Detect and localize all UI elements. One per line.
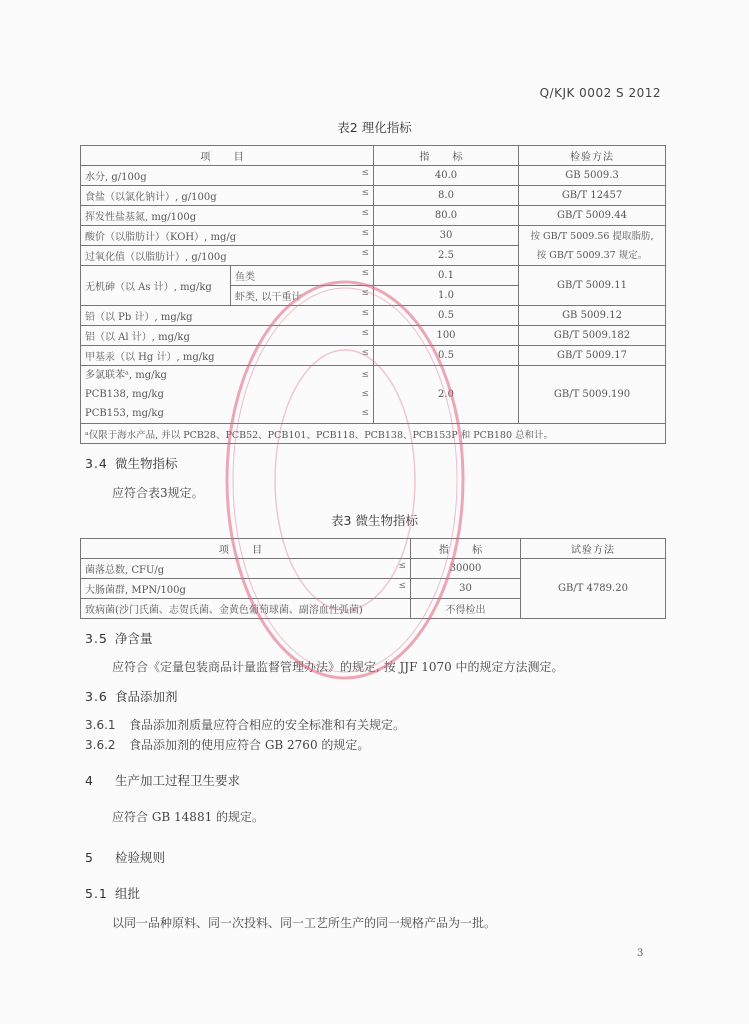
row-subitem: 虾类, 以干重计 [235,292,302,303]
section-3-6-heading: 3.6 食品添加剂 [85,689,178,704]
row-method: 按 GB/T 5009.56 提取脂肪, 按 GB/T 5009.37 规定。 [519,226,666,266]
row-item: 水分, g/100g [85,172,147,183]
table3-caption: 表3 微生物指标 [331,513,418,528]
row-value: 不得检出 [411,599,521,619]
table-header-row [81,146,666,166]
row-item: 多氯联苯ᵃ, mg/kg [85,370,167,381]
section-3-6-2: 3.6.2 食品添加剂的使用应符合 GB 2760 的规定。 [85,738,370,752]
row-item: 食盐（以氯化钠计）, g/100g [85,192,217,203]
table-row: ≤ ≤ ≤ 多氯联苯ᵃ, mg/kg PCB138, mg/kg PCB153, mg/kg 2.0 GB/T 5009.190 [81,366,666,424]
row-value: 30 [374,226,519,246]
row-value: 2.5 [374,246,519,266]
row-value: 100 [374,326,519,346]
table-row: 无机砷（以 As 计）, mg/kg 鱼类 ≤ 0.1 GB/T 5009.11 [81,266,666,286]
table-row: 铝（以 Al 计）, mg/kg ≤ 100 GB/T 5009.182 [81,326,666,346]
row-value: 30000 [411,559,521,579]
row-value: 0.1 [374,266,519,286]
row-item: 酸价（以脂肪计）（KOH）, mg/g [85,232,237,243]
row-method: GB/T 4789.20 [521,559,666,619]
row-value: 0.5 [374,346,519,366]
section-3-4-heading: 3.4 微生物指标 [85,456,178,471]
row-value: 0.5 [374,306,519,326]
table-row: 甲基汞（以 Hg 计）, mg/kg ≤ 0.5 GB/T 5009.17 [81,346,666,366]
table-header-value: 指 标 [411,539,521,559]
table-row: 酸价（以脂肪计）（KOH）, mg/g ≤ 30 按 GB/T 5009.56 提取脂肪, 按 GB/T 5009.37 规定。 [81,226,666,246]
row-item: 铅（以 Pb 计）, mg/kg [85,312,193,323]
table3 [80,538,666,619]
table-header-item: 项 目 [81,539,411,559]
table-footnote: ᵃ仅限于海水产品, 并以 PCB28、PCB52、PCB101、PCB118、PCB138、PCB153P 和 PCB180 总和计。 [81,424,666,444]
row-item: 挥发性盐基氮, mg/100g [85,212,197,223]
row-item: 铝（以 Al 计）, mg/kg [85,332,190,343]
row-method: GB/T 12457 [519,186,666,206]
table-row: 虾类, 以干重计 ≤ 1.0 [81,286,666,306]
row-item: 甲基汞（以 Hg 计）, mg/kg [85,352,215,363]
section-3-5-heading: 3.5 净含量 [85,631,153,646]
row-item: 致病菌(沙门氏菌、志贺氏菌、金黄色葡萄球菌、副溶血性弧菌) [81,599,411,619]
row-method: GB/T 5009.190 [519,366,666,424]
row-method: GB/T 5009.11 [519,266,666,306]
table-header-item: 项 目 [81,146,374,166]
standard-code: Q/KJK 0002 S 2012 [539,86,661,100]
row-item: PCB153, mg/kg [85,408,164,419]
table-row: 菌落总数, CFU/g ≤ 30000 GB/T 4789.20 [81,559,666,579]
section-4-heading: 4 生产加工过程卫生要求 [85,773,241,788]
row-value: 40.0 [374,166,519,186]
section-3-4-text: 应符合表3规定。 [112,486,204,500]
row-method: GB/T 5009.17 [519,346,666,366]
table-header-method: 试验方法 [521,539,666,559]
row-method: GB/T 5009.44 [519,206,666,226]
section-3-6-1: 3.6.1 食品添加剂质量应符合相应的安全标准和有关规定。 [85,718,406,732]
row-value: 30 [411,579,521,599]
table-row: 大肠菌群, MPN/100g ≤ 30 [81,579,666,599]
table-header-value: 指 标 [374,146,519,166]
row-item: 大肠菌群, MPN/100g [85,585,186,596]
section-5-1-heading: 5.1 组批 [85,886,141,901]
table-row: 水分, g/100g ≤ 40.0 GB 5009.3 [81,166,666,186]
row-value: 2.0 [374,366,519,424]
table2-caption: 表2 理化指标 [337,120,412,135]
row-value: 8.0 [374,186,519,206]
row-item: 过氧化值（以脂肪计）, g/100g [85,252,227,263]
section-5-1-text: 以同一品种原料、同一次投料、同一工艺所生产的同一规格产品为一批。 [112,916,497,930]
row-method: GB/T 5009.182 [519,326,666,346]
section-3-5-text: 应符合《定量包装商品计量监督管理办法》的规定, 按 JJF 1070 中的规定方法测定。 [112,660,564,674]
row-method: GB 5009.3 [519,166,666,186]
row-item: PCB138, mg/kg [85,389,164,400]
table-row: 食盐（以氯化钠计）, g/100g ≤ 8.0 GB/T 12457 [81,186,666,206]
table-row: 铅（以 Pb 计）, mg/kg ≤ 0.5 GB 5009.12 [81,306,666,326]
section-4-text: 应符合 GB 14881 的规定。 [112,810,265,824]
table2 [80,145,666,444]
table-header-method: 检验方法 [519,146,666,166]
table-row: 过氧化值（以脂肪计）, g/100g ≤ 2.5 [81,246,666,266]
section-5-heading: 5 检验规则 [85,850,166,865]
row-value: 1.0 [374,286,519,306]
row-item: 无机砷（以 As 计）, mg/kg [81,266,231,306]
table-row: 挥发性盐基氮, mg/100g ≤ 80.0 GB/T 5009.44 [81,206,666,226]
row-value: 80.0 [374,206,519,226]
row-method: GB 5009.12 [519,306,666,326]
row-subitem: 鱼类 [235,272,255,283]
page-number: 3 [637,948,644,959]
table-footnote-row [81,424,666,444]
row-item: 菌落总数, CFU/g [85,565,165,576]
table-header-row [81,539,666,559]
